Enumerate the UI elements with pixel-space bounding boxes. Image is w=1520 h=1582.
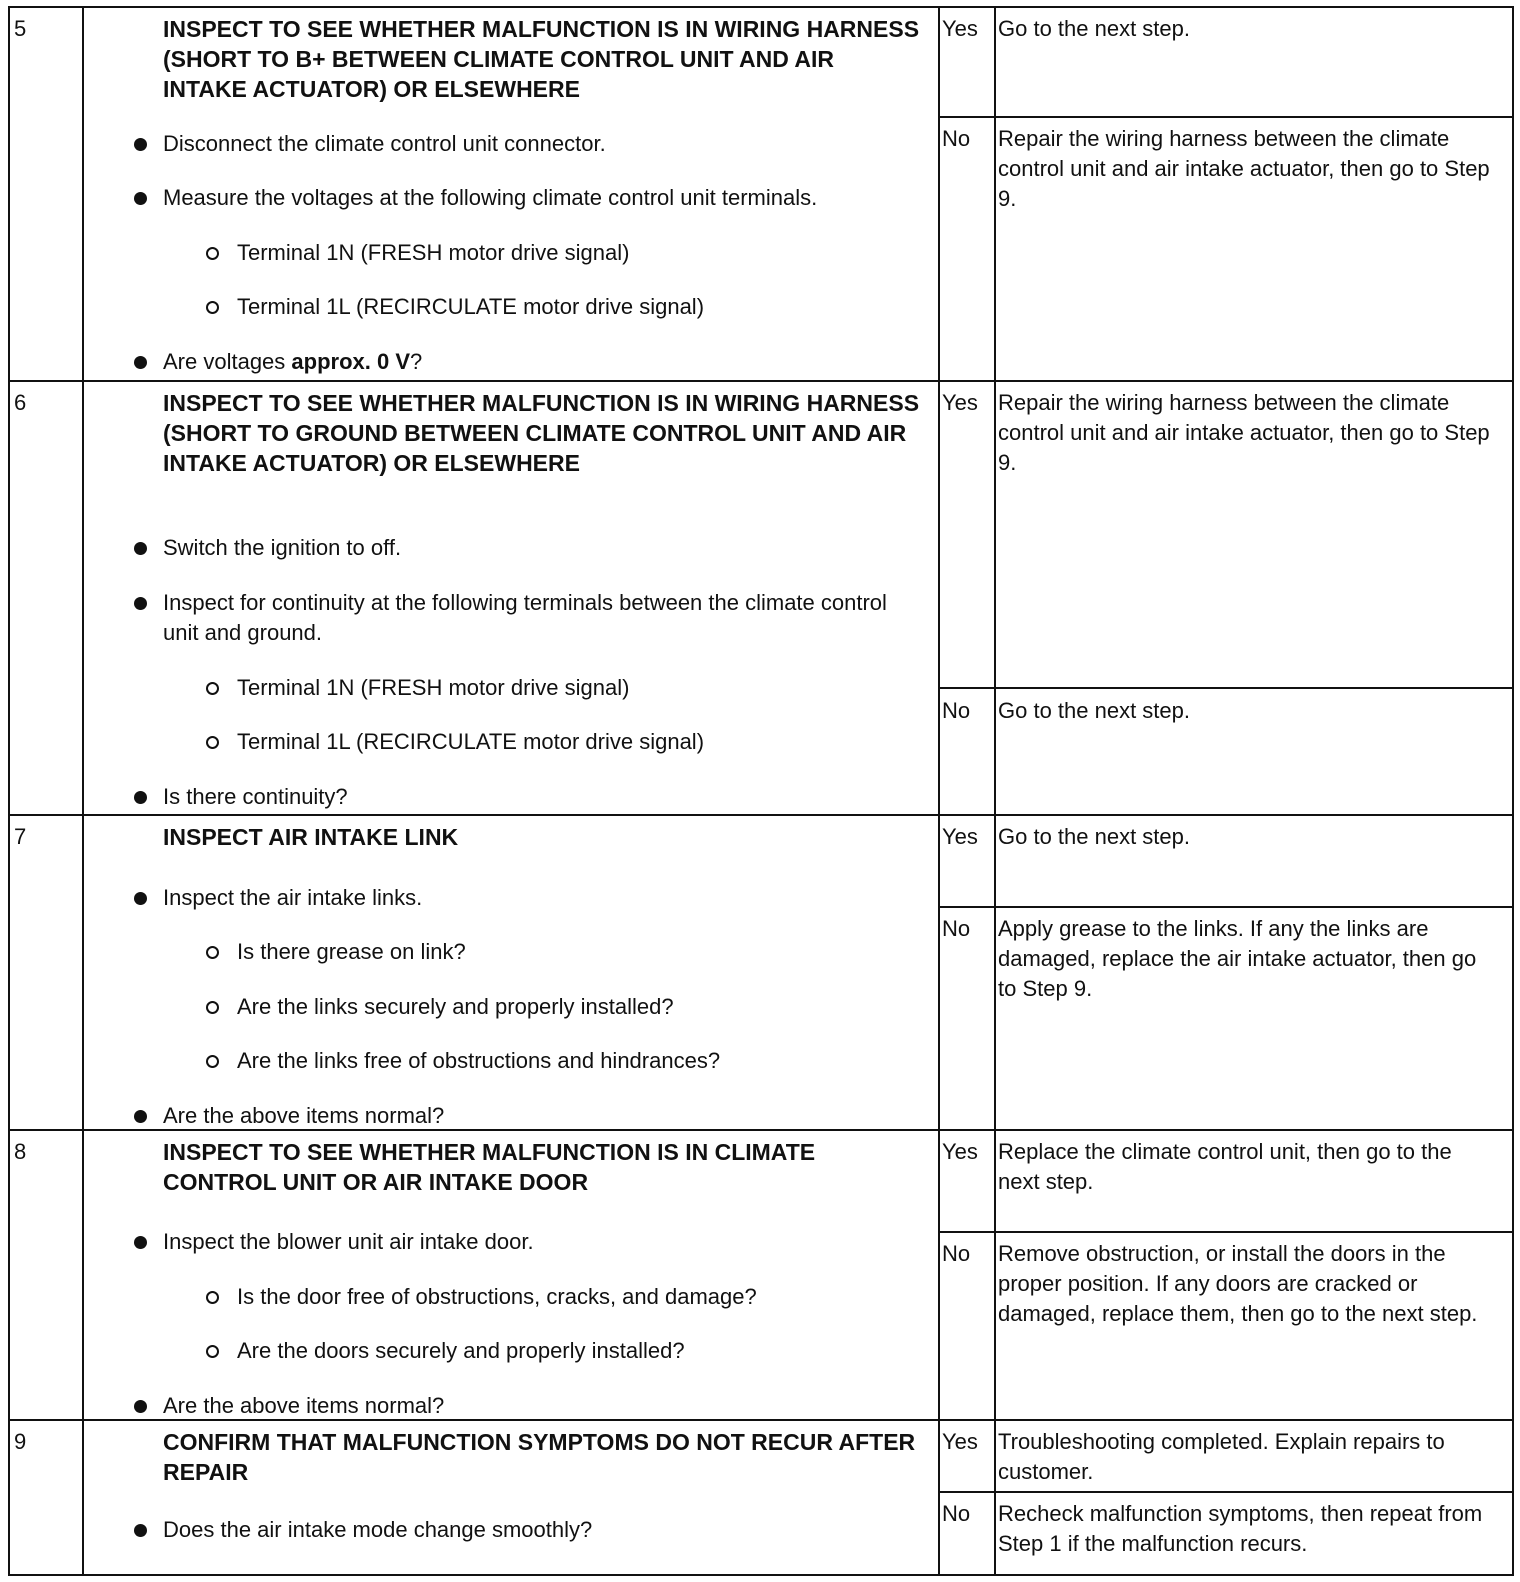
instruction-item-question: Is there continuity? <box>163 784 348 809</box>
step-row-9 <box>10 1421 1512 1574</box>
sub-bullet-icon <box>206 946 219 959</box>
yes-result: Go to the next step. <box>998 16 1191 41</box>
sub-bullet-icon <box>206 1345 219 1358</box>
bullet-icon <box>134 892 147 905</box>
sub-item: Terminal 1L (RECIRCULATE motor drive signal) <box>237 729 705 754</box>
yes-result: Replace the climate control unit, then go to the next step. <box>998 1139 1452 1194</box>
no-label: No <box>942 1501 971 1526</box>
bullet-icon <box>134 1524 147 1537</box>
yes-label: Yes <box>942 824 978 849</box>
yes-result: Troubleshooting completed. Explain repairs to customer. <box>998 1429 1445 1484</box>
no-result: Go to the next step. <box>998 698 1191 723</box>
sub-item: Terminal 1N (FRESH motor drive signal) <box>237 675 630 700</box>
step-title: CONFIRM THAT MALFUNCTION SYMPTOMS DO NOT RECUR AFTER REPAIR <box>163 1429 916 1485</box>
sub-bullet-icon <box>206 736 219 749</box>
step-number: 8 <box>14 1139 27 1164</box>
sub-item: Is the door free of obstructions, cracks, and damage? <box>237 1284 757 1309</box>
step-title: INSPECT TO SEE WHETHER MALFUNCTION IS IN CLIMATE CONTROL UNIT OR AIR INTAKE DOOR <box>163 1139 816 1195</box>
step-row-5 <box>10 8 1512 382</box>
step-number: 5 <box>14 16 27 41</box>
sub-bullet-icon <box>206 682 219 695</box>
sub-item: Is there grease on link? <box>237 939 466 964</box>
yes-result: Repair the wiring harness between the climate control unit and air intake actuator, then go to Step 9. <box>998 390 1490 475</box>
sub-item: Are the links securely and properly installed? <box>237 994 674 1019</box>
bullet-icon <box>134 356 147 369</box>
yes-label: Yes <box>942 1429 978 1454</box>
no-result: Remove obstruction, or install the doors in the proper position. If any doors are cracked or damaged, replace them, then go to the next step. <box>998 1241 1478 1326</box>
step-title: INSPECT TO SEE WHETHER MALFUNCTION IS IN WIRING HARNESS (SHORT TO B+ BETWEEN CLIMATE CONTROL UNIT AND AIR INTAKE ACTUATOR) OR ELSEWHERE <box>163 16 920 102</box>
step-row-6 <box>10 382 1512 816</box>
bullet-icon <box>134 542 147 555</box>
no-result: Apply grease to the links. If any the links are damaged, replace the air intake actuator, then go to Step 9. <box>998 916 1477 1001</box>
yes-label: Yes <box>942 1139 978 1164</box>
sub-item: Are the doors securely and properly installed? <box>237 1338 685 1363</box>
no-result: Repair the wiring harness between the climate control unit and air intake actuator, then go to Step 9. <box>998 126 1490 211</box>
no-label: No <box>942 1241 971 1266</box>
no-label: No <box>942 126 971 151</box>
step-number: 6 <box>14 390 27 415</box>
step-title: INSPECT TO SEE WHETHER MALFUNCTION IS IN WIRING HARNESS (SHORT TO GROUND BETWEEN CLIMATE CONTROL UNIT AND AIR INTAKE ACTUATOR) OR ELSEWHERE <box>163 390 920 476</box>
no-label: No <box>942 916 971 941</box>
instruction-item: Measure the voltages at the following climate control unit terminals. <box>163 185 818 210</box>
step-row-7 <box>10 816 1512 1131</box>
sub-item: Terminal 1N (FRESH motor drive signal) <box>237 240 630 265</box>
bullet-icon <box>134 1400 147 1413</box>
instruction-item: Inspect the blower unit air intake door. <box>163 1229 534 1254</box>
yes-label: Yes <box>942 390 978 415</box>
no-result: Recheck malfunction symptoms, then repeat from Step 1 if the malfunction recurs. <box>998 1501 1483 1556</box>
step-number: 7 <box>14 824 27 849</box>
sub-bullet-icon <box>206 1001 219 1014</box>
instruction-item: Disconnect the climate control unit connector. <box>163 131 606 156</box>
step-row-8 <box>10 1131 1512 1421</box>
sub-bullet-icon <box>206 247 219 260</box>
bullet-icon <box>134 791 147 804</box>
step-title: INSPECT AIR INTAKE LINK <box>163 824 459 850</box>
instruction-item-question: Are the above items normal? <box>163 1393 445 1418</box>
instruction-item: Inspect the air intake links. <box>163 885 423 910</box>
instruction-item-question: Does the air intake mode change smoothly? <box>163 1517 593 1542</box>
step-number: 9 <box>14 1429 27 1454</box>
bullet-icon <box>134 1110 147 1123</box>
instruction-item-question: Are the above items normal? <box>163 1103 445 1128</box>
sub-bullet-icon <box>206 301 219 314</box>
instruction-item-question: Are voltages approx. 0 V? <box>163 349 423 374</box>
instruction-item: Switch the ignition to off. <box>163 535 402 560</box>
troubleshooting-table <box>8 6 1514 1576</box>
instruction-item: Inspect for continuity at the following terminals between the climate control unit and ground. <box>163 590 887 645</box>
sub-item: Are the links free of obstructions and hindrances? <box>237 1048 721 1073</box>
bullet-icon <box>134 597 147 610</box>
sub-item: Terminal 1L (RECIRCULATE motor drive signal) <box>237 294 705 319</box>
yes-label: Yes <box>942 16 978 41</box>
sub-bullet-icon <box>206 1291 219 1304</box>
bullet-icon <box>134 138 147 151</box>
bullet-icon <box>134 192 147 205</box>
yes-result: Go to the next step. <box>998 824 1191 849</box>
no-label: No <box>942 698 971 723</box>
bullet-icon <box>134 1236 147 1249</box>
sub-bullet-icon <box>206 1055 219 1068</box>
